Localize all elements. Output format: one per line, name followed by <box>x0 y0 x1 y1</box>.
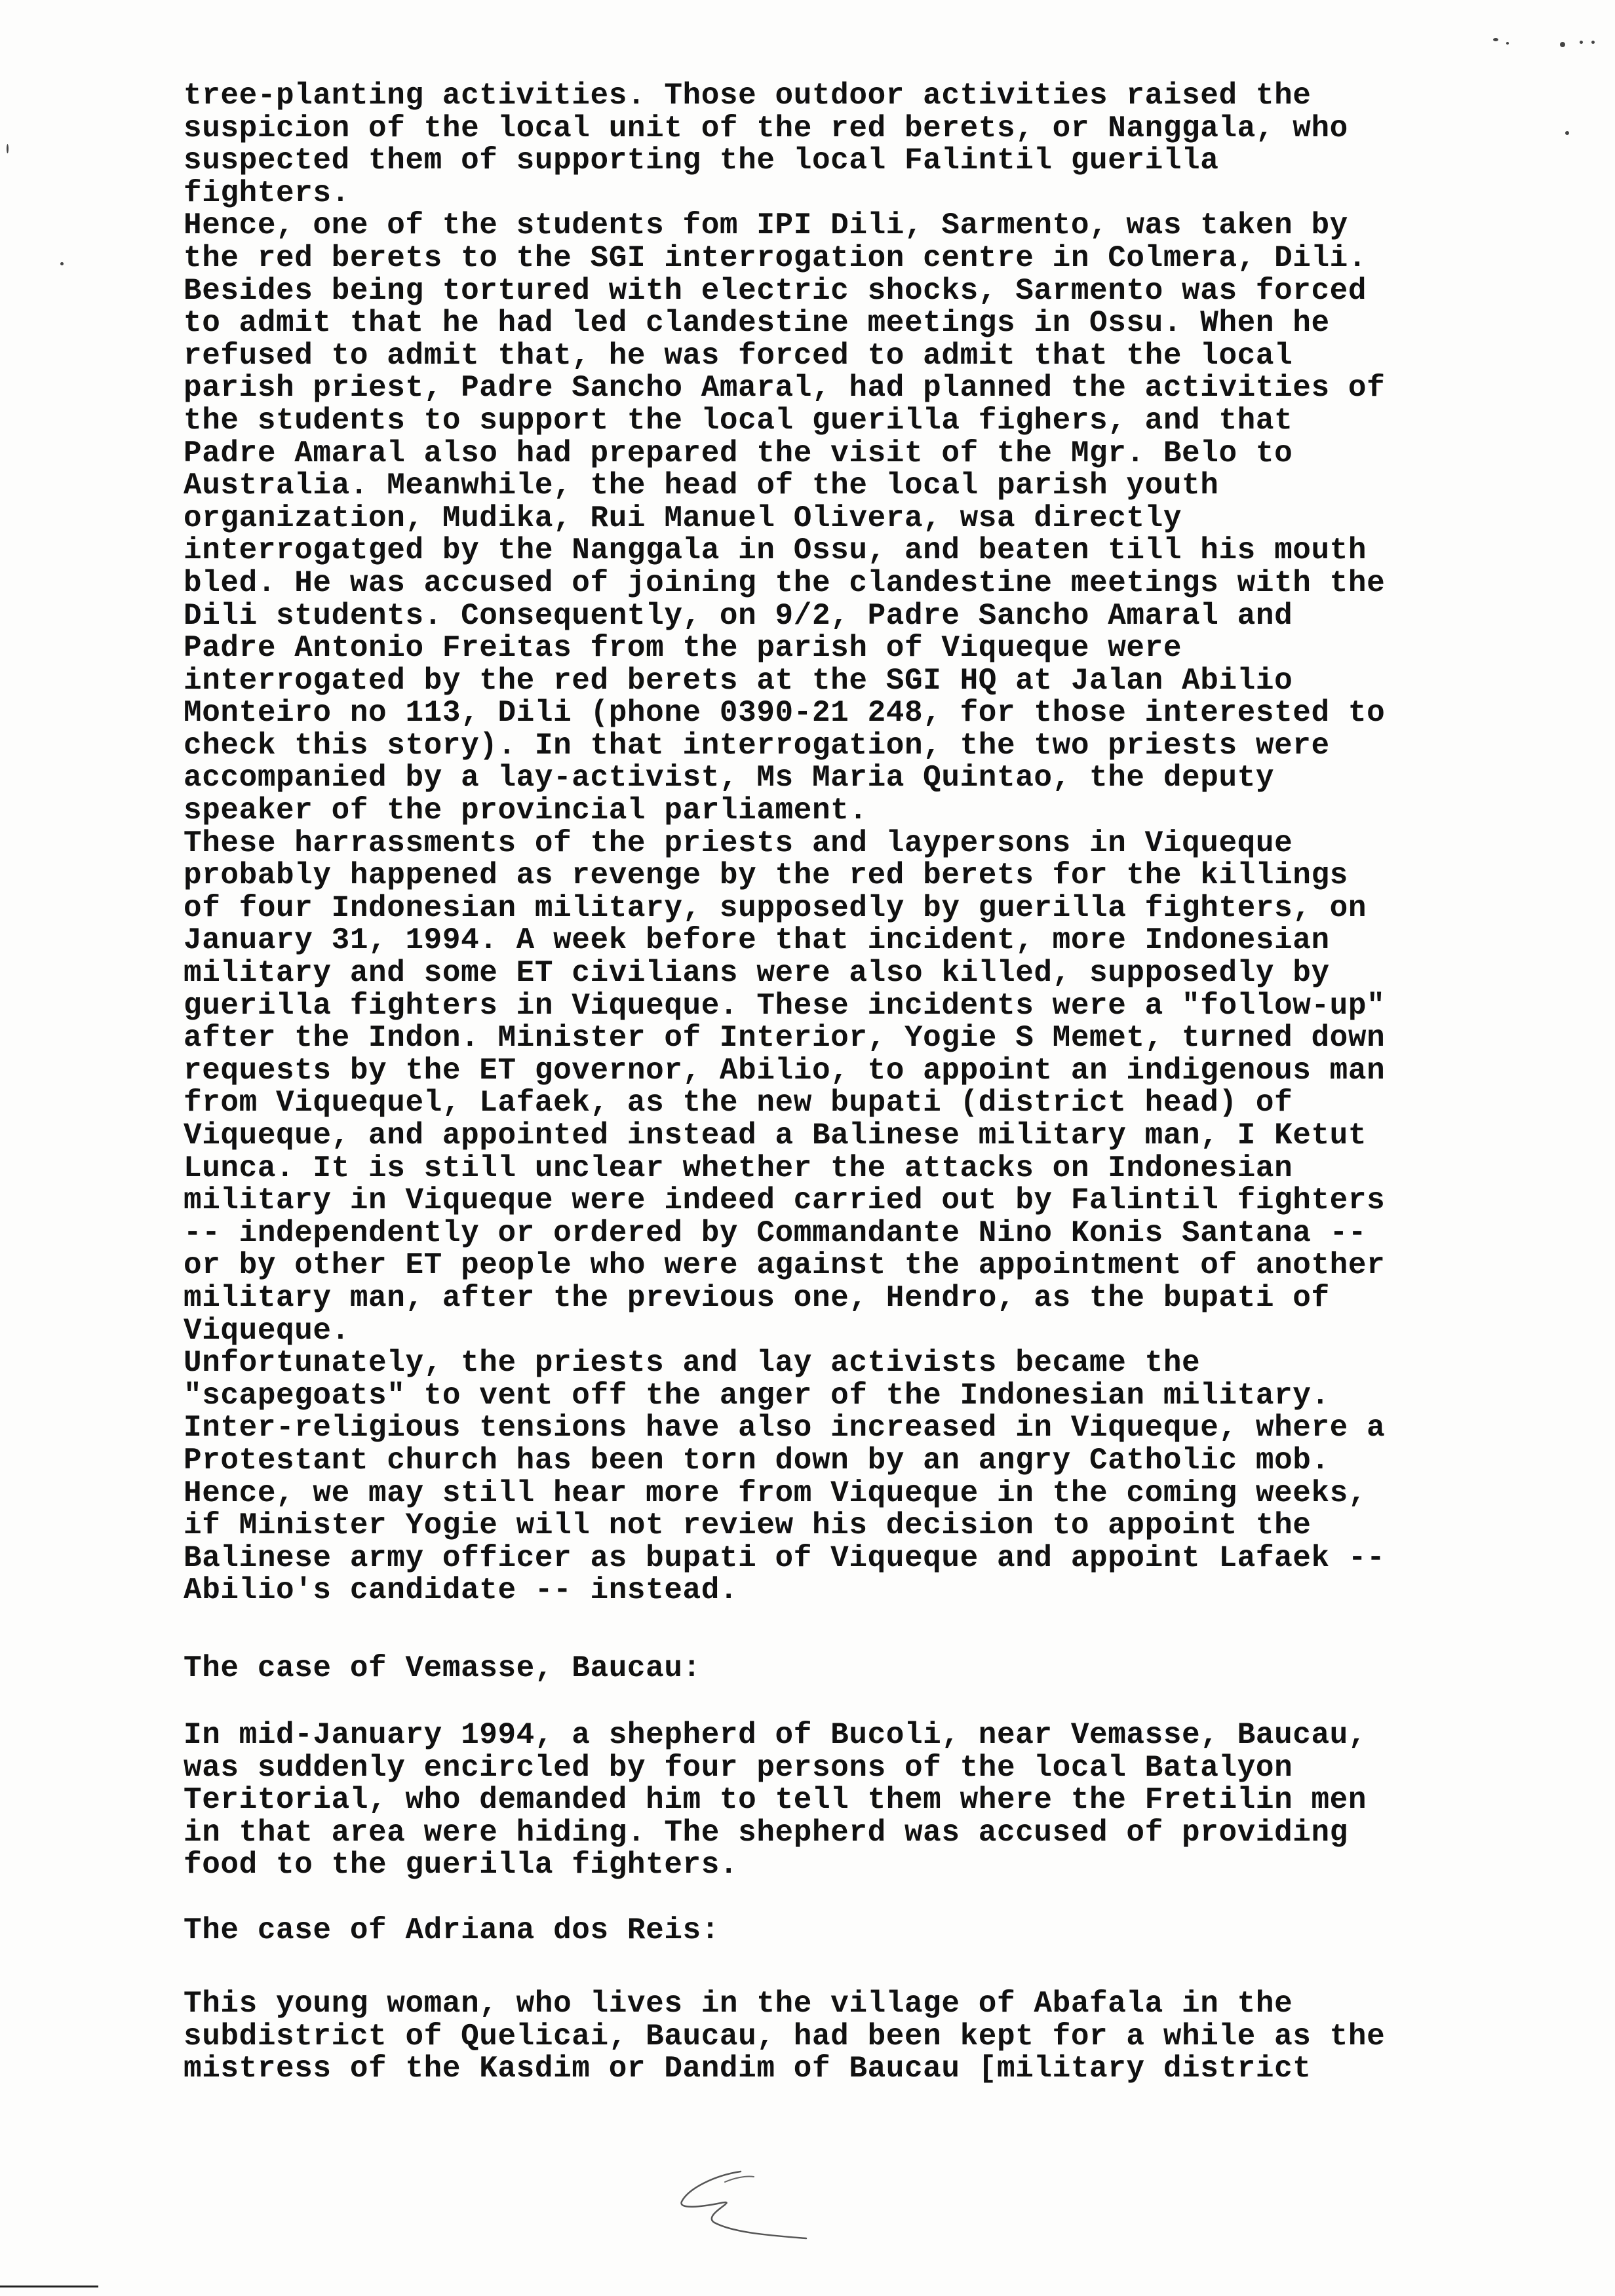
text-line: Teritorial, who demanded him to tell them where the Fretilin men <box>184 1783 1367 1818</box>
text-line: Padre Amaral also had prepared the visit of the Mgr. Belo to <box>184 436 1293 470</box>
scan-speck <box>1506 42 1509 45</box>
text-line: Abilio's candidate -- instead. <box>184 1573 739 1608</box>
text-line: if Minister Yogie will not review his decision to appoint the <box>184 1508 1312 1543</box>
text-line: This young woman, who lives in the village of Abafala in the <box>184 1987 1293 2021</box>
scan-edge-line <box>0 2286 98 2287</box>
text-line: after the Indon. Minister of Interior, Yogie S Memet, turned down <box>184 1021 1386 1056</box>
text-line: bled. He was accused of joining the clandestine meetings with the <box>184 565 1386 600</box>
text-line: Hence, one of the students fom IPI Dili, Sarmento, was taken by <box>184 208 1348 243</box>
text-line: to admit that he had led clandestine meetings in Ossu. When he <box>184 306 1330 341</box>
text-line: January 31, 1994. A week before that incident, more Indonesian <box>184 923 1330 958</box>
body-paragraph-main <box>184 80 1508 1607</box>
text-line: check this story). In that interrogation, the two priests were <box>184 728 1330 763</box>
text-line: Padre Antonio Freitas from the parish of Viqueque were <box>184 631 1182 666</box>
scan-speck <box>1493 38 1498 41</box>
text-line: guerilla fighters in Viqueque. These incidents were a "follow-up" <box>184 988 1386 1023</box>
scan-speck <box>1580 41 1583 44</box>
text-line: Protestant church has been torn down by an angry Catholic mob. <box>184 1443 1330 1478</box>
body-paragraph-vemasse <box>184 1719 1508 1882</box>
text-line: tree-planting activities. Those outdoor activities raised the <box>184 79 1312 113</box>
scan-speck <box>1560 42 1565 47</box>
text-line: Lunca. It is still unclear whether the attacks on Indonesian <box>184 1151 1293 1185</box>
text-line: suspicion of the local unit of the red berets, or Nanggala, who <box>184 111 1348 145</box>
text-line: from Viquequel, Lafaek, as the new bupati (district head) of <box>184 1086 1293 1120</box>
text-line: Unfortunately, the priests and lay activists became the <box>184 1346 1201 1381</box>
text-line: In mid-January 1994, a shepherd of Bucoli, near Vemasse, Baucau, <box>184 1718 1367 1752</box>
text-line: Dili students. Consequently, on 9/2, Padre Sancho Amaral and <box>184 598 1293 633</box>
text-line: military in Viqueque were indeed carried out by Falintil fighters <box>184 1183 1386 1218</box>
section-heading-vemasse: The case of Vemasse, Baucau: <box>184 1651 701 1685</box>
section-heading-adriana: The case of Adriana dos Reis: <box>184 1913 720 1947</box>
text-line: subdistrict of Quelicai, Baucau, had been kept for a while as the <box>184 2019 1386 2054</box>
text-line: was suddenly encircled by four persons of the local Batalyon <box>184 1750 1293 1785</box>
text-line: military man, after the previous one, Hendro, as the bupati of <box>184 1280 1330 1315</box>
scan-speck <box>1591 41 1595 44</box>
text-line: probably happened as revenge by the red berets for the killings <box>184 858 1348 893</box>
text-line: the red berets to the SGI interrogation centre in Colmera, Dili. <box>184 240 1367 275</box>
text-line: suspected them of supporting the local Falintil guerilla <box>184 144 1219 178</box>
text-line: -- independently or ordered by Commandante Nino Konis Santana -- <box>184 1215 1367 1250</box>
scan-speck <box>7 144 9 153</box>
text-line: speaker of the provincial parliament. <box>184 794 868 828</box>
scan-speck <box>60 262 64 265</box>
body-paragraph-adriana <box>184 1988 1508 2086</box>
text-line: organization, Mudika, Rui Manuel Olivera, wsa directly <box>184 501 1182 535</box>
text-line: refused to admit that, he was forced to admit that the local <box>184 338 1293 373</box>
text-line: requests by the ET governor, Abilio, to appoint an indigenous man <box>184 1053 1386 1088</box>
text-line: Monteiro no 113, Dili (phone 0390-21 248, for those interested to <box>184 696 1386 731</box>
scan-speck <box>1565 131 1569 135</box>
text-line: Inter-religious tensions have also increased in Viqueque, where a <box>184 1411 1386 1445</box>
text-line: Viqueque, and appointed instead a Balinese military man, I Ketut <box>184 1119 1367 1153</box>
text-line: in that area were hiding. The shepherd was accused of providing <box>184 1815 1348 1850</box>
text-line: Viqueque. <box>184 1313 350 1348</box>
text-line: interrogatged by the Nanggala in Ossu, and beaten till his mouth <box>184 533 1367 568</box>
handwritten-signature <box>662 2162 819 2241</box>
text-line: the students to support the local guerilla fighers, and that <box>184 403 1293 438</box>
text-line: These harrassments of the priests and laypersons in Viqueque <box>184 826 1293 860</box>
text-line: food to the guerilla fighters. <box>184 1848 739 1883</box>
text-line: Australia. Meanwhile, the head of the local parish youth <box>184 469 1219 503</box>
text-line: fighters. <box>184 176 350 210</box>
text-line: "scapegoats" to vent off the anger of the Indonesian military. <box>184 1378 1330 1413</box>
text-line: Hence, we may still hear more from Viqueque in the coming weeks, <box>184 1476 1367 1510</box>
text-line: or by other ET people who were against the appointment of another <box>184 1248 1386 1283</box>
text-line: Balinese army officer as bupati of Viqueque and appoint Lafaek -- <box>184 1540 1386 1575</box>
text-line: military and some ET civilians were also killed, supposedly by <box>184 956 1330 991</box>
text-line: accompanied by a lay-activist, Ms Maria Quintao, the deputy <box>184 761 1275 795</box>
text-line: parish priest, Padre Sancho Amaral, had planned the activities of <box>184 371 1386 406</box>
text-line: of four Indonesian military, supposedly by guerilla fighters, on <box>184 890 1367 925</box>
text-line: interrogated by the red berets at the SGI HQ at Jalan Abilio <box>184 663 1293 698</box>
text-line: Besides being tortured with electric shocks, Sarmento was forced <box>184 273 1367 308</box>
text-line: mistress of the Kasdim or Dandim of Baucau [military district <box>184 2052 1312 2086</box>
